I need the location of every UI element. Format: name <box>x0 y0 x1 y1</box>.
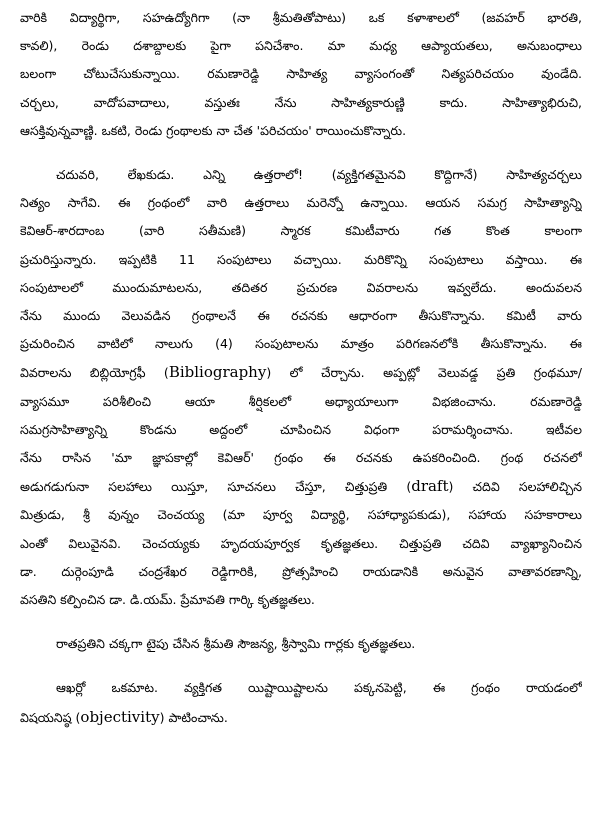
text-line: ప్రచురిస్తున్నారు. ఇప్పటికి 11 సంపుటాలు వచ్చాయి. మరికొన్ని సంపుటాలు వస్తాయి. ఈ <box>20 251 582 267</box>
paragraph-4 <box>20 674 582 731</box>
text-line: బలంగా చోటుచేసుకున్నాయి. రమణారెడ్డి సాహిత్య వ్యాసంగంతో నిత్యపరిచయం వుండేది. <box>20 66 582 82</box>
text-line: సంపుటాలలో ముందుమాటలను, తదితర ప్రచురణ వివరాలను ఇవ్వలేదు. అందువలన <box>20 279 582 295</box>
paragraph-1 <box>20 4 582 145</box>
document-page <box>20 4 582 732</box>
paragraph-2 <box>20 161 582 614</box>
text-line: నిత్యం సాగేవి. ఈ గ్రంథంలో వారి ఉత్తరాలు మరెన్నో ఉన్నాయి. ఆయన సమగ్ర సాహిత్యాన్ని <box>20 195 582 211</box>
text-line: ఆఖర్లో ఒకమాట. వ్యక్తిగత యిష్టాయిష్టాలను పక్కనపెట్టి, ఈ గ్రంథం రాయడంలో <box>56 680 582 696</box>
text-line: కెవిఆర్-శారదాంబ (వారి సతీమణి) స్మారక కమిటీవారు గత కొంత కాలంగా <box>20 223 582 239</box>
text-line: మిత్రుడు, శ్రీ వున్నం చెంచయ్య (మా పూర్వ విద్యార్థి, సహాధ్యాపకుడు), సహాయ సహకారాలు <box>20 507 582 523</box>
text-line: నేను రాసిన 'మా జ్ఞాపకాల్లో కెవిఆర్' గ్రంథం ఈ రచనకు ఉపకరించింది. గ్రంథ రచనలో <box>20 450 582 466</box>
text-line: రాతప్రతిని చక్కగా టైపు చేసిన శ్రీమతి సౌజన్య, శ్రీస్వామి గార్లకు కృతజ్ఞతలు. <box>56 636 416 652</box>
text-line: వసతిని కల్పించిన డా. డి.యమ్. ప్రేమావతి గార్కి కృతజ్ఞతలు. <box>20 592 315 608</box>
text-line: విషయనిష్ఠ (objectivity) పాటించాను. <box>20 707 228 726</box>
text-line: కావలి), రెండు దశాబ్దాలకు పైగా పనిచేశాం. మా మధ్య ఆప్యాయతలు, అనుబంధాలు <box>20 38 582 54</box>
text-line: డా. దుర్గెంపూడి చంద్రశేఖర రెడ్డిగారికి, ప్రోత్సహించి రాయడానికి అనువైన వాతావరణాన్ని, <box>20 563 582 579</box>
text-line: అడుగడుగునా సలహాలు యిస్తూ, సూచనలు చేస్తూ, చిత్తుప్రతి (draft) చదివి సలహాలిచ్చిన <box>20 477 582 496</box>
text-line: ఆసక్తివున్నవాణ్ణి. ఒకటి, రెండు గ్రంథాలకు నా చేత 'పరిచయం' రాయించుకొన్నారు. <box>20 122 407 138</box>
text-line: వ్యాసమూ పరిశీలించి ఆయా శీర్షికలలో అధ్యాయాలుగా విభజించాను. రమణారెడ్డి <box>20 393 582 409</box>
paragraph-3 <box>20 630 582 658</box>
text-line: చదువరి, లేఖకుడు. ఎన్ని ఉత్తరాలో! (వ్యక్తిగతమైనవి కొద్దిగానే) సాహిత్యచర్చలు <box>56 167 582 183</box>
text-line: సమగ్రసాహిత్యాన్ని కొండను అద్దంలో చూపించిన విధంగా పరామర్శించాను. ఇటీవల <box>20 421 582 437</box>
text-line: చర్చలు, వాదోపవాదాలు, వస్తుతః నేను సాహిత్యకారుణ్ణి కాదు. సాహిత్యాభిరుచి, <box>20 94 582 110</box>
text-line: ప్రచురించిన వాటిలో నాలుగు (4) సంపుటాలను మాత్రం పరిగణనలోకి తీసుకొన్నాను. ఈ <box>20 336 582 352</box>
text-line: వారికి విద్యార్థిగా, సహఉద్యోగిగా (నా శ్రీమతితోపాటు) ఒక కళాశాలలో (జవహర్ భారతి, <box>20 10 582 25</box>
text-line: నేను ముందు వెలువడిన గ్రంథాలనే ఈ రచనకు ఆధారంగా తీసుకొన్నాను. కమిటీ వారు <box>20 308 582 324</box>
text-line: వివరాలను బిబ్లియోగ్రఫీ (Bibliography) లో చేర్చాను. అప్పట్లో వెలువడ్డ ప్రతి గ్రంథమూ/ <box>20 363 582 382</box>
text-line: ఎంతో విలువైనవి. చెంచయ్యకు హృదయపూర్వక కృతజ్ఞతలు. చిత్తుప్రతి చదివి వ్యాఖ్యానించిన <box>20 535 582 551</box>
